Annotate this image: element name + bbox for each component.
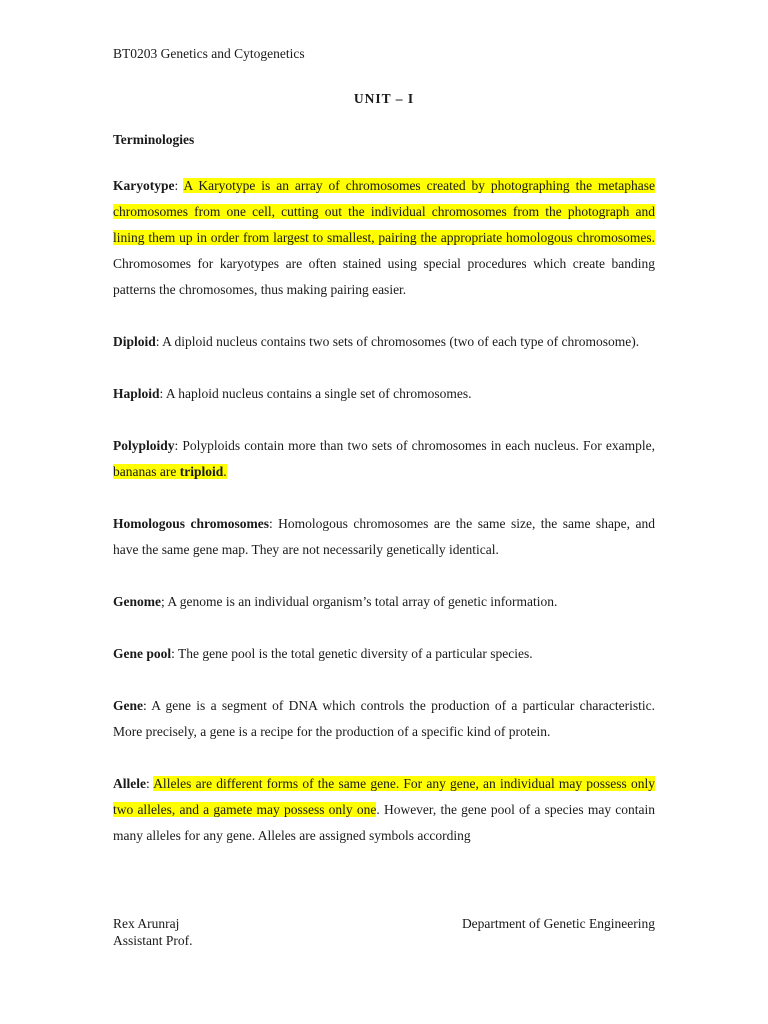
genome-paragraph (113, 589, 655, 615)
polyploidy-highlight-bold: triploid (179, 464, 224, 479)
page-footer (113, 915, 655, 949)
term-homologous: Homologous chromosomes (113, 516, 269, 531)
term-allele: Allele (113, 776, 146, 791)
allele-highlight: Alleles are different forms of the same gene. For any gene, an individual may possess only two alleles, and a gamete may possess only one (113, 776, 655, 817)
karyotype-sep: : (174, 178, 184, 193)
allele-sep: : (146, 776, 154, 791)
polyploidy-paragraph (113, 433, 655, 485)
homologous-paragraph (113, 511, 655, 563)
section-heading: Terminologies (113, 132, 195, 147)
term-gene: Gene (113, 698, 143, 713)
footer-author: Rex Arunraj (113, 916, 180, 931)
term-genome: Genome (113, 594, 161, 609)
polyploidy-highlight-a: bananas are (113, 464, 180, 479)
karyotype-rest: Chromosomes for karyotypes are often stained using special procedures which create banding patterns the chromosomes, thus making pairing easier. (113, 256, 655, 297)
term-haploid: Haploid (113, 386, 160, 401)
gene-text: : A gene is a segment of DNA which controls the production of a particular characteristic. More precisely, a gene is a recipe for the production of a specific kind of protein. (113, 698, 655, 739)
footer-title: Assistant Prof. (113, 933, 193, 948)
term-polyploidy: Polyploidy (113, 438, 175, 453)
document-body (113, 131, 655, 875)
footer-row (113, 915, 655, 932)
diploid-paragraph (113, 329, 655, 355)
unit-title: UNIT – I (353, 91, 415, 106)
term-gene-pool: Gene pool (113, 646, 172, 661)
gene-paragraph (113, 693, 655, 745)
polyploidy-highlight-b: . (223, 464, 227, 479)
genome-text: ; A genome is an individual organism’s total array of genetic information. (161, 594, 558, 609)
gene-pool-text: : The gene pool is the total genetic diversity of a particular species. (171, 646, 533, 661)
haploid-text: : A haploid nucleus contains a single set of chromosomes. (159, 386, 472, 401)
term-diploid: Diploid (113, 334, 156, 349)
polyploidy-highlight (113, 464, 227, 479)
karyotype-paragraph (113, 173, 655, 303)
diploid-text: : A diploid nucleus contains two sets of chromosomes (two of each type of chromosome). (155, 334, 640, 349)
gene-pool-paragraph (113, 641, 655, 667)
footer-department: Department of Genetic Engineering (461, 916, 655, 931)
karyotype-highlight: A Karyotype is an array of chromosomes created by photographing the metaphase chromosomes from one cell, cutting out the individual chromosomes from the photograph and lining them up in order from largest to smallest, pairing the appropriate homologous chromosomes. (113, 178, 655, 245)
allele-rest: . However, the gene pool of a species may contain many alleles for any gene. Alleles are assigned symbols according (113, 802, 655, 843)
term-karyotype: Karyotype (113, 178, 175, 193)
homologous-text: : Homologous chromosomes are the same size, the same shape, and have the same gene map. They are not necessarily genetically identical. (113, 516, 656, 557)
haploid-paragraph (113, 381, 655, 407)
course-header: BT0203 Genetics and Cytogenetics (113, 46, 305, 61)
allele-paragraph (113, 771, 655, 849)
polyploidy-text: : Polyploids contain more than two sets of chromosomes in each nucleus. For example, (174, 438, 655, 453)
